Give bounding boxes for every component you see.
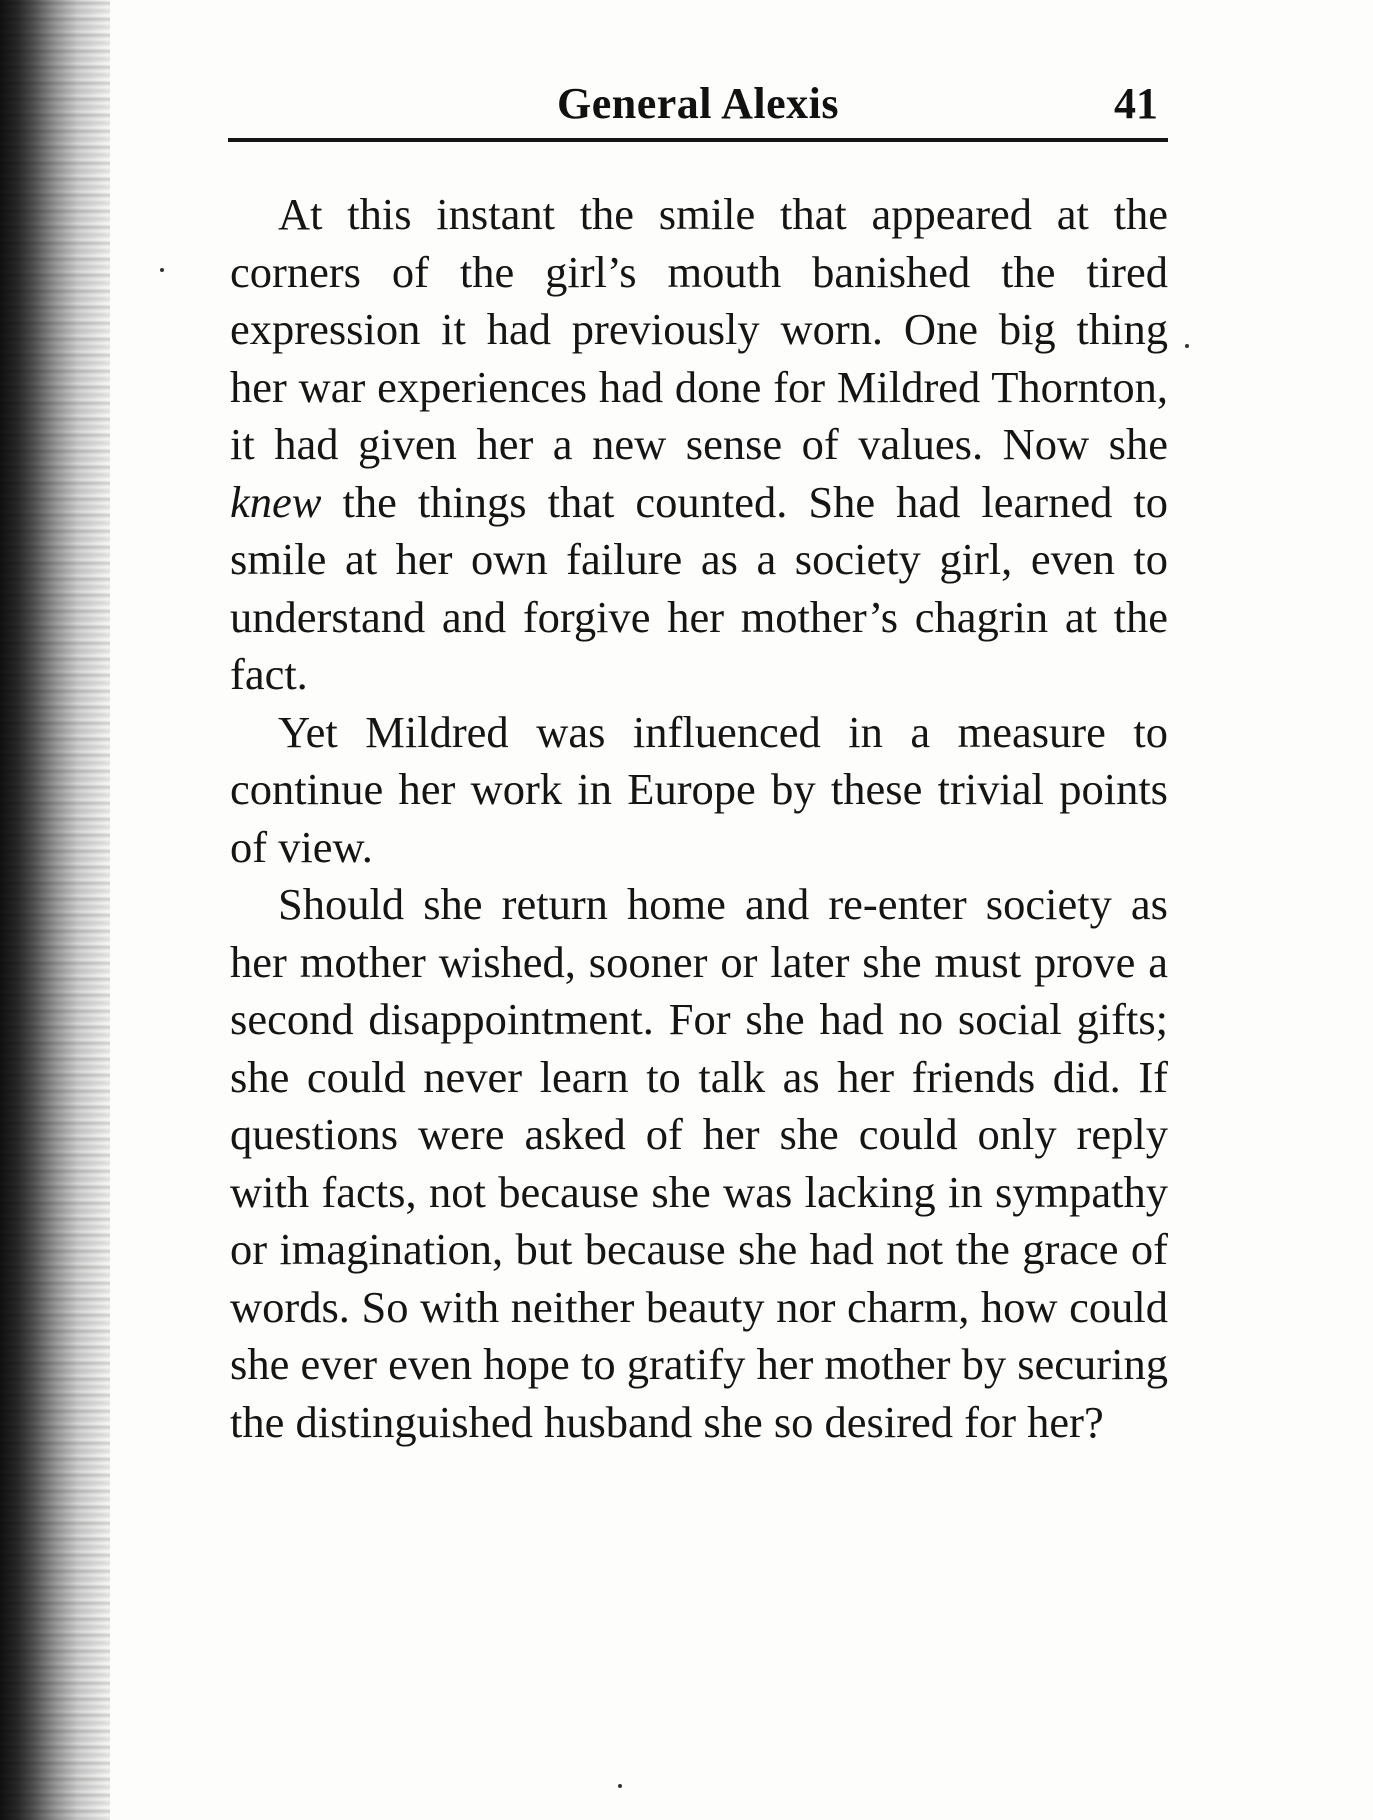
page-number: 41: [1114, 79, 1158, 128]
ink-speck: [618, 1784, 622, 1788]
header-rule: [228, 138, 1168, 142]
running-title: General Alexis: [557, 79, 839, 128]
paragraph-2: Yet Mildred was influenced in a measure to continue her work in Europe by these trivial points of view.: [230, 706, 1168, 872]
paragraph-1-text-after: the things that counted. She had learned to smile at her own failure as a society girl, even to understand and forgive her mother’s chagrin at the fact.: [230, 476, 1168, 699]
ink-speck: [160, 268, 164, 272]
running-header: [228, 78, 1168, 130]
paragraph-1-text-before: At this instant the smile that appeared at the corners of the girl’s mouth banished the tired expression it had previously worn. One big thing her war experiences had done for Mildred Thornton, it had given her a new sense of values. Now she: [230, 189, 1168, 469]
paragraph-1: [230, 186, 1168, 704]
paragraph-3: Should she return home and re-enter society as her mother wished, sooner or later she must prove a second disappointment. For she had no social gifts; she could never learn to talk as her friends did. If questions were asked of her she could only reply with facts, not because she was lacking in sympathy or imagination, but because she had not the grace of words. So with neither beauty nor charm, how could she ever even hope to gratify her mother by securing the distinguished husband she so desired for her?: [230, 879, 1168, 1447]
book-binding-shadow: [0, 0, 110, 1820]
paragraph-1-emphasis: knew: [230, 476, 322, 527]
ink-speck: [1185, 344, 1189, 348]
body-text: [230, 186, 1168, 1451]
